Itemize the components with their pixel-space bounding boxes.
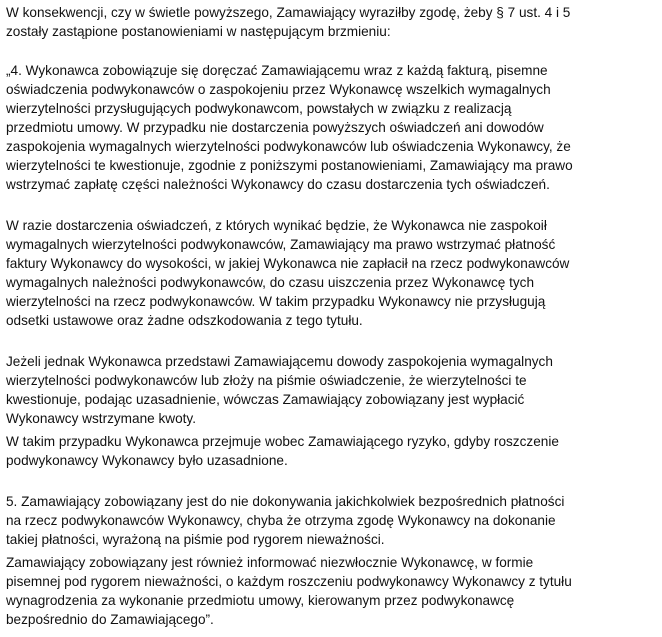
withholding-paragraph: W razie dostarczenia oświadczeń, z których wynikać będzie, że Wykonawca nie zaspokoił wymagalnych wierzytelności podwykonawców, Zamawiający ma prawo wstrzymać płatność faktury Wykonawcy do wysokości, w jakiej Wykonawca nie zapłacił na rzecz podwykonawców wymagalnych należności podwykonawców, do czasu uiszczenia przez Wykonawcę tych wierzytelności na rzecz podwykonawców. W takim przypadku Wykonawcy nie przysługują odsetki ustawowe oraz żadne odszkodowania z tego tytułu.: [6, 218, 570, 328]
risk-paragraph: W takim przypadku Wykonawca przejmuje wobec Zamawiającego ryzyko, gdyby roszczenie podwykonawcy Wykonawcy było uzasadnione.: [6, 434, 559, 468]
clause-4-paragraph: „4. Wykonawca zobowiązuje się doręczać Zamawiającemu wraz z każdą fakturą, pisemne oświadczenia podwykonawców o zaspokojeniu przez Wykonawcę wszelkich wymagalnych wierzytelności przysługujących podwykonawcom, powstałych w związku z realizacją przedmiotu umowy. W przypadku nie dostarczenia powyższych oświadczeń ani dowodów zaspokojenia wymagalnych wierzytelności podwykonawców lub oświadczenia Wykonawcy, że wierzytelności te kwestionuje, zgodnie z poniższymi postanowieniami, Zamawiający ma prawo wstrzymać zapłatę części należności Wykonawcy do czasu dostarczenia tych oświadczeń.: [6, 63, 573, 192]
clause-5-paragraph: 5. Zamawiający zobowiązany jest do nie dokonywania jakichkolwiek bezpośrednich płatności na rzecz podwykonawców Wykonawcy, chyba że otrzyma zgodę Wykonawcy na dokonanie takiej płatności, wyrażoną na piśmie pod rygorem nieważności.: [6, 494, 565, 547]
intro-paragraph: W konsekwencji, czy w świetle powyższego, Zamawiający wyraziłby zgodę, żeby § 7 ust. 4 i 5 zostały zastąpione postanowieniami w następującym brzmieniu:: [6, 5, 571, 39]
notification-paragraph: Zamawiający zobowiązany jest również informować niezwłocznie Wykonawcę, w formie pisemnej pod rygorem nieważności, o każdym roszczeniu podwykonawcy Wykonawcy z tytułu wynagrodzenia za wykonanie przedmiotu umowy, kierowanym przez podwykonawcę bezpośrednio do Zamawiającego”.: [6, 555, 572, 627]
evidence-paragraph: Jeżeli jednak Wykonawca przedstawi Zamawiającemu dowody zaspokojenia wymagalnych wierzytelności podwykonawców lub złoży na piśmie oświadczenie, że wierzytelności te kwestionuje, podając uzasadnienie, wówczas Zamawiający zobowiązany jest wypłacić Wykonawcy wstrzymane kwoty.: [6, 354, 553, 426]
